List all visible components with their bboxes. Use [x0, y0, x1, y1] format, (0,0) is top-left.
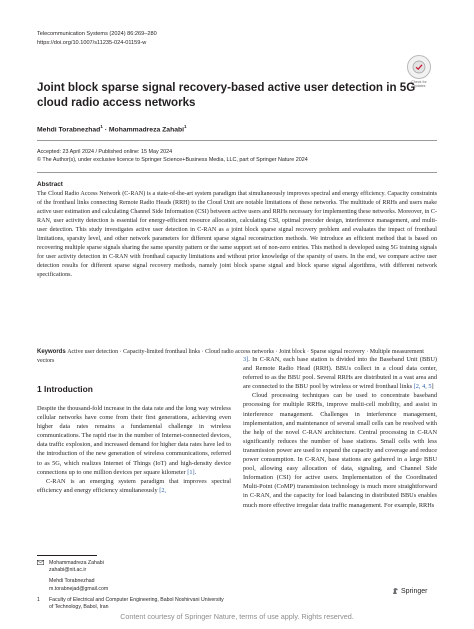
publication-dates [37, 148, 308, 164]
divider [37, 172, 437, 173]
author-name[interactable]: Mohammadreza Zahabi [108, 126, 185, 134]
right-column [243, 355, 437, 510]
author-contact-email[interactable]: m.torabnejad@gmail.com [49, 585, 109, 592]
envelope-icon [37, 560, 49, 574]
affiliation-mark: 1 [184, 124, 187, 129]
check-for-updates-badge[interactable] [406, 55, 432, 88]
corresponding-name: Mohammadreza Zahabi [49, 560, 104, 566]
publisher-name: Springer [401, 587, 428, 595]
divider [37, 140, 437, 141]
punctuation: ] [431, 383, 434, 391]
paragraph [37, 404, 231, 477]
citation-link[interactable]: [2, 4, 5 [413, 383, 432, 391]
section-number: 1 [37, 384, 42, 394]
journal-header [37, 30, 157, 47]
springer-horse-logo [392, 587, 399, 595]
doi-link[interactable]: https://doi.org/10.1007/s11235-024-01159-w [37, 39, 147, 46]
keywords-label: Keywords [37, 349, 66, 355]
section-title: Introduction [44, 384, 93, 394]
affiliation-number: 1 [37, 596, 40, 603]
journal-citation: Telecommunication Systems (2024) 86:269–280 [37, 31, 157, 37]
affiliation-mark: 1 [100, 124, 103, 129]
keywords-list: Active user detection · Capacity-limited fronthaul links · Cloud radio access networks · Joint block · Sparse signal recovery · Multiple measurement vectors [37, 349, 424, 364]
check-for-updates-icon [407, 55, 431, 79]
citation-link[interactable]: 3] [243, 356, 249, 363]
author-name[interactable]: Mehdi Torabnezhad [37, 126, 101, 134]
paragraph-text: . In C-RAN, each base station is divided into the Baseband Unit (BBU) and Remote Radio Head (RRH). BBUs collect in a cloud data center, referred to as the BBU pool. Several RRHs are distributed in a vast area and are connected to the BBU pool by wireless or wired fronthaul links [243, 356, 437, 391]
check-for-updates-label: Check for updates [411, 80, 427, 88]
author-contact [49, 578, 227, 592]
paragraph-text: C-RAN is an emerging system paradigm that improves spectral efficiency and energy efficiency simultaneously [37, 477, 231, 494]
page-footer: Content courtesy of Springer Nature, terms of use apply. Rights reserved. [120, 612, 354, 621]
paragraph-text: Despite the thousand-fold increase in the data rate and the long way wireless cellular networks have come from their first generations, achieving even higher data rates remains a fundamental challenge in wireless communications. The rapid rise in the number of Internet-connected devices, data traffic explosion, and increased demand for higher data rates have led to the introduction of the new generation of wireless communications, referred to as 5G, which realizes Internet of Things (IoT) and high-density device connections up to one million devices per square kilometer [37, 405, 231, 476]
section-heading [37, 384, 93, 394]
paragraph: Cloud processing techniques can be used to concentrate baseband processing for multiple RRHs, improve multi-cell mobility, and assist in interference management. Challenges in interference management, implementation, and maintenance of several small cells can be resolved with the help of the novel C-RAN architecture. Central processing in C-RAN significantly reduces the number of base stations. Small cells with less transmission power are used to expand the capacity and coverage and reduce power consumption. In C-RAN, base stations are gathered in a large BBU pool, allowing easy allocation of data, signaling, and Channel Side Information (CSI) for active users. Implementation of the Coordinated Multi-Point (CoMP) transmission technology is much more straightforward in C-RAN, and the capacity for load balancing in distributed BBUs enables much more effective irregular data traffic management. For example, RRHs [243, 392, 437, 509]
footnote-divider [37, 555, 97, 556]
corresponding-author [37, 560, 227, 574]
copyright-line: © The Author(s), under exclusive licence to Springer Science+Business Media, LLC, part of Springer Nature 2024 [37, 157, 308, 163]
dates-line: Accepted: 23 April 2024 / Published online: 15 May 2024 [37, 149, 173, 155]
citation-link[interactable]: [2, [159, 486, 167, 494]
citation-link[interactable]: [1] [187, 468, 195, 476]
author-contact-name: Mehdi Torabnezhad [49, 578, 95, 585]
affiliation [37, 597, 227, 611]
paragraph [243, 355, 437, 391]
article-title: Joint block sparse signal recovery-based active user detection in 5G cloud radio access networks [37, 81, 416, 109]
abstract-heading: Abstract [37, 181, 63, 188]
affiliation-text: Faculty of Electrical and Computer Engineering, Babol Noshirvani University of Technology, Babol, Iran [49, 596, 224, 611]
author-separator: · [102, 126, 109, 134]
publisher-logo [392, 587, 427, 595]
left-column [37, 404, 231, 495]
author-list [37, 124, 187, 133]
punctuation: . [194, 468, 197, 476]
paragraph [37, 477, 231, 495]
footnotes [37, 560, 227, 611]
abstract-text: The Cloud Radio Access Network (C-RAN) is a state-of-the-art system paradigm that simultaneously improves spectral and energy efficiency. Capacity constraints of the fronthaul links connecting Remote Radio Heads (RRH) to the Cloud Unit are notable limitations of these networks. The multitude of RRHs and users make active user estimation and calculating Channel Side Information (CSI) between active users and RRHs necessary for implementing these networks. Moreover, in C-RAN, user activity detection is essential for energy-efficient resource allocation, calculating CSI, optimal precoder design, interference management, and multi-user detection. This study investigates active user detection in C-RAN as a joint block sparse signal recovery problem and evaluates the impact of fronthaul limitations, sparsity level, and other network parameters for different sparse signal reconstruction methods. We introduce an efficient method that is based on recovering multiple sparse signals sharing the same sparsity pattern or the same support set of non-zero entries. This method is developed using 5G training signals for user activity detection in C-RAN with fronthaul capacity limitations and without prior knowledge of the sparsity of users. In the end, we compare active user detection results for different sparse signal recovery methods, namely joint block sparse signal and block sparse signal algorithms, with different network specifications. [37, 191, 437, 278]
corresponding-email[interactable]: zahabi@nit.ac.ir [49, 567, 87, 574]
